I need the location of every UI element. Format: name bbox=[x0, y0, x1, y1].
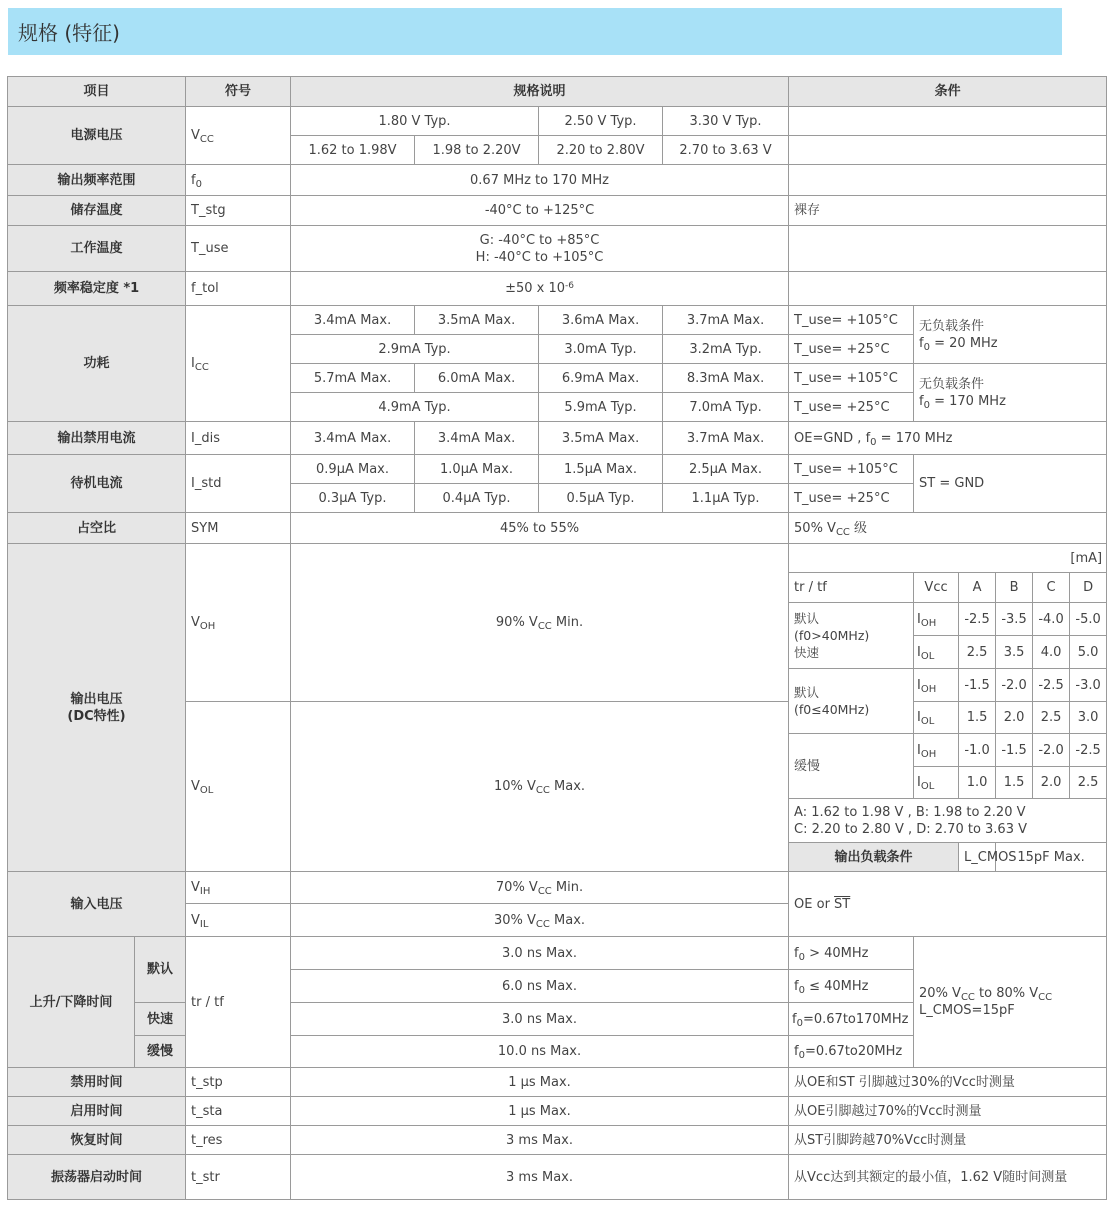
operating-spec-g: G: -40°C to +85°C bbox=[479, 232, 600, 248]
vol-spec: 10% $V_{CC}$ Max. bbox=[291, 702, 789, 872]
rise-v1: 3.0 ns Max. bbox=[291, 937, 789, 970]
disable-b: 3.4mA Max. bbox=[415, 422, 539, 455]
storage-spec: -40°C to +125°C bbox=[291, 196, 789, 226]
g1-ioh-c: -4.0 bbox=[1033, 603, 1070, 636]
g2-ioh-a: -1.5 bbox=[959, 669, 996, 702]
standby-r1-d: 2.5µA Max. bbox=[663, 455, 789, 484]
power-r4-d: 7.0mA Typ. bbox=[663, 393, 789, 422]
rise-v4: 10.0 ns Max. bbox=[291, 1036, 789, 1068]
g3-iol-a: 1.0 bbox=[959, 767, 996, 799]
rise-v3: 3.0 ns Max. bbox=[291, 1003, 789, 1036]
row-label-supply: 电源电压 bbox=[8, 107, 186, 165]
g1-ioh-b: -3.5 bbox=[996, 603, 1033, 636]
symbol-trtf: tr / tf bbox=[186, 937, 291, 1068]
row-label-power: 功耗 bbox=[8, 306, 186, 422]
g3-ioh-d: -2.5 bbox=[1070, 734, 1107, 767]
table-row bbox=[8, 513, 1107, 544]
supply-range-b: 1.98 to 2.20V bbox=[415, 136, 539, 165]
g1-iol-c: 4.0 bbox=[1033, 636, 1070, 669]
g1-iol-b: 3.5 bbox=[996, 636, 1033, 669]
tsta-cond: 从OE引脚越过70%的Vcc时测量 bbox=[789, 1097, 1107, 1126]
standby-r1-a: 0.9µA Max. bbox=[291, 455, 415, 484]
row-label-dc: 输出电压 (DC特性) bbox=[8, 544, 186, 872]
tstr-spec: 3 ms Max. bbox=[291, 1155, 789, 1200]
power-r2-c: 3.0mA Typ. bbox=[539, 335, 663, 364]
grid-head-c: C bbox=[1033, 573, 1070, 603]
g2-ioh-c: -2.5 bbox=[1033, 669, 1070, 702]
symbol-tstr: t_str bbox=[186, 1155, 291, 1200]
duty-spec: 45% to 55% bbox=[291, 513, 789, 544]
supply-range-c: 2.20 to 2.80V bbox=[539, 136, 663, 165]
symbol-lcmos: L_CMOS bbox=[959, 843, 996, 872]
power-r4-c: 5.9mA Typ. bbox=[539, 393, 663, 422]
table-row bbox=[8, 1097, 1107, 1126]
table-row bbox=[8, 107, 1107, 136]
g3-iol-c: 2.0 bbox=[1033, 767, 1070, 799]
symbol-ftol: f_tol bbox=[186, 272, 291, 306]
power-r3-d: 8.3mA Max. bbox=[663, 364, 789, 393]
table-header-row bbox=[8, 77, 1107, 107]
row-label-freq-range: 输出频率范围 bbox=[8, 165, 186, 196]
table-row bbox=[8, 1126, 1107, 1155]
tstp-cond: 从OE和ST 引脚越过30%的Vcc时测量 bbox=[789, 1068, 1107, 1097]
g3-ioh-b: -1.5 bbox=[996, 734, 1033, 767]
dc-unit: [mA] bbox=[789, 544, 1107, 573]
freq-range-spec: 0.67 MHz to 170 MHz bbox=[291, 165, 789, 196]
supply-typ-1: 1.80 V Typ. bbox=[291, 107, 539, 136]
input-cond: OE or $\overline{ST}$ bbox=[789, 872, 1107, 937]
symbol-tsta: t_sta bbox=[186, 1097, 291, 1126]
symbol-tstp: t_stp bbox=[186, 1068, 291, 1097]
section-header bbox=[8, 8, 1062, 55]
standby-cond: ST = GND bbox=[914, 455, 1107, 513]
grid-head-trtf: tr / tf bbox=[789, 573, 914, 603]
power-r2-ab: 2.9mA Typ. bbox=[291, 335, 539, 364]
power-r1-b: 3.5mA Max. bbox=[415, 306, 539, 335]
symbol-tuse: T_use bbox=[186, 226, 291, 272]
symbol-vih: $V_{IH}$ bbox=[186, 872, 291, 904]
power-r4-ab: 4.9mA Typ. bbox=[291, 393, 539, 422]
standby-r1-c: 1.5µA Max. bbox=[539, 455, 663, 484]
voh-spec: 90% $V_{CC}$ Min. bbox=[291, 544, 789, 702]
standby-r2-a: 0.3µA Typ. bbox=[291, 484, 415, 513]
g3-iol-b: 1.5 bbox=[996, 767, 1033, 799]
dc-note bbox=[789, 799, 1107, 843]
storage-cond: 裸存 bbox=[789, 196, 1107, 226]
power-cond-170mhz: 无负载条件 $f_0 = 170$ MHz bbox=[914, 364, 1107, 422]
col-header-symbol: 符号 bbox=[186, 77, 291, 107]
symbol-voh: $V_{OH}$ bbox=[186, 544, 291, 702]
power-temp-lo-2: T_use= +25°C bbox=[789, 393, 914, 422]
standby-r1-b: 1.0µA Max. bbox=[415, 455, 539, 484]
grid-head-b: B bbox=[996, 573, 1033, 603]
tsta-spec: 1 µs Max. bbox=[291, 1097, 789, 1126]
disable-a: 3.4mA Max. bbox=[291, 422, 415, 455]
g3-iol-d: 2.5 bbox=[1070, 767, 1107, 799]
power-temp-lo-1: T_use= +25°C bbox=[789, 335, 914, 364]
symbol-icc: $I_{CC}$ bbox=[186, 306, 291, 422]
mode-fast-label: 快速 bbox=[135, 1003, 186, 1036]
g1-iol-label: $I_{OL}$ bbox=[914, 636, 959, 669]
rise-c2: $f_0 \le 40MHz$ bbox=[789, 970, 914, 1003]
supply-cond bbox=[789, 107, 1107, 136]
power-r2-d: 3.2mA Typ. bbox=[663, 335, 789, 364]
disable-d: 3.7mA Max. bbox=[663, 422, 789, 455]
load-spec: 15pF Max. bbox=[996, 843, 1107, 872]
row-label-operating: 工作温度 bbox=[8, 226, 186, 272]
vih-spec: 70% $V_{CC}$ Min. bbox=[291, 872, 789, 904]
mode-slow: 缓慢 bbox=[789, 734, 914, 799]
row-label-storage: 储存温度 bbox=[8, 196, 186, 226]
row-label-tsta: 启用时间 bbox=[8, 1097, 186, 1126]
operating-spec-h: H: -40°C to +105°C bbox=[475, 249, 604, 265]
dc-note-2: C: 2.20 to 2.80 V , D: 2.70 to 3.63 V bbox=[794, 821, 1028, 837]
g2-iol-b: 2.0 bbox=[996, 702, 1033, 734]
table-row bbox=[8, 165, 1107, 196]
power-r3-c: 6.9mA Max. bbox=[539, 364, 663, 393]
table-row bbox=[8, 272, 1107, 306]
g2-iol-label: $I_{OL}$ bbox=[914, 702, 959, 734]
standby-temp-hi: T_use= +105°C bbox=[789, 455, 914, 484]
tstp-spec: 1 µs Max. bbox=[291, 1068, 789, 1097]
supply-range-d: 2.70 to 3.63 V bbox=[663, 136, 789, 165]
freq-tol-cond bbox=[789, 272, 1107, 306]
tres-spec: 3 ms Max. bbox=[291, 1126, 789, 1155]
col-header-item: 项目 bbox=[8, 77, 186, 107]
spec-table bbox=[7, 76, 1107, 1200]
table-row bbox=[8, 226, 1107, 272]
page-title: 规格 (特征) bbox=[18, 21, 120, 45]
vil-spec: 30% $V_{CC}$ Max. bbox=[291, 904, 789, 937]
row-label-disable-current: 输出禁用电流 bbox=[8, 422, 186, 455]
table-row bbox=[8, 1068, 1107, 1097]
mode-default-fast: 默认 (f0>40MHz) 快速 bbox=[789, 603, 914, 669]
standby-r2-d: 1.1µA Typ. bbox=[663, 484, 789, 513]
mode-slow-label: 缓慢 bbox=[135, 1036, 186, 1068]
power-r3-a: 5.7mA Max. bbox=[291, 364, 415, 393]
table-row bbox=[8, 306, 1107, 335]
supply-range-a: 1.62 to 1.98V bbox=[291, 136, 415, 165]
supply-typ-3: 3.30 V Typ. bbox=[663, 107, 789, 136]
table-row bbox=[8, 937, 1107, 970]
rise-c1: $f_0 > 40MHz$ bbox=[789, 937, 914, 970]
power-r1-d: 3.7mA Max. bbox=[663, 306, 789, 335]
row-label-duty: 占空比 bbox=[8, 513, 186, 544]
mode-default-label: 默认 bbox=[135, 937, 186, 1003]
grid-head-d: D bbox=[1070, 573, 1107, 603]
freq-range-cond bbox=[789, 165, 1107, 196]
mode-default-slow: 默认 (f0≤40MHz) bbox=[789, 669, 914, 734]
table-row bbox=[8, 1155, 1107, 1200]
g3-ioh-a: -1.0 bbox=[959, 734, 996, 767]
dc-note-1: A: 1.62 to 1.98 V , B: 1.98 to 2.20 V bbox=[794, 804, 1026, 820]
operating-cond bbox=[789, 226, 1107, 272]
row-label-rise: 上升/下降时间 bbox=[8, 937, 135, 1068]
symbol-vol: $V_{OL}$ bbox=[186, 702, 291, 872]
table-row bbox=[8, 544, 1107, 573]
power-r1-c: 3.6mA Max. bbox=[539, 306, 663, 335]
symbol-tres: t_res bbox=[186, 1126, 291, 1155]
g2-ioh-b: -2.0 bbox=[996, 669, 1033, 702]
supply-cond-2 bbox=[789, 136, 1107, 165]
g1-ioh-a: -2.5 bbox=[959, 603, 996, 636]
table-row bbox=[8, 455, 1107, 484]
g1-ioh-label: $I_{OH}$ bbox=[914, 603, 959, 636]
power-cond-20mhz: 无负载条件 $f_0 = 20$ MHz bbox=[914, 306, 1107, 364]
symbol-vcc: $V_{CC}$ bbox=[186, 107, 291, 165]
g2-iol-d: 3.0 bbox=[1070, 702, 1107, 734]
g1-iol-a: 2.5 bbox=[959, 636, 996, 669]
g2-ioh-d: -3.0 bbox=[1070, 669, 1107, 702]
disable-c: 3.5mA Max. bbox=[539, 422, 663, 455]
symbol-istd: I_std bbox=[186, 455, 291, 513]
row-label-freq-tol: 频率稳定度 *1 bbox=[8, 272, 186, 306]
standby-temp-lo: T_use= +25°C bbox=[789, 484, 914, 513]
symbol-vil: $V_{IL}$ bbox=[186, 904, 291, 937]
row-label-tstp: 禁用时间 bbox=[8, 1068, 186, 1097]
g2-iol-c: 2.5 bbox=[1033, 702, 1070, 734]
tstr-cond: 从Vcc达到其额定的最小值，1.62 V随时间测量 bbox=[789, 1155, 1107, 1200]
power-r1-a: 3.4mA Max. bbox=[291, 306, 415, 335]
row-label-load: 输出负载条件 bbox=[789, 843, 959, 872]
power-temp-hi-1: T_use= +105°C bbox=[789, 306, 914, 335]
g1-ioh-d: -5.0 bbox=[1070, 603, 1107, 636]
row-label-input: 输入电压 bbox=[8, 872, 186, 937]
symbol-f0: $f_0$ bbox=[186, 165, 291, 196]
row-label-standby: 待机电流 bbox=[8, 455, 186, 513]
col-header-cond: 条件 bbox=[789, 77, 1107, 107]
tres-cond: 从ST引脚跨越70%Vcc时测量 bbox=[789, 1126, 1107, 1155]
grid-head-vcc: Vcc bbox=[914, 573, 959, 603]
g1-iol-d: 5.0 bbox=[1070, 636, 1107, 669]
power-r3-b: 6.0mA Max. bbox=[415, 364, 539, 393]
g3-ioh-label: $I_{OH}$ bbox=[914, 734, 959, 767]
symbol-tstg: T_stg bbox=[186, 196, 291, 226]
table-row bbox=[8, 422, 1107, 455]
grid-head-a: A bbox=[959, 573, 996, 603]
row-label-tstr: 振荡器启动时间 bbox=[8, 1155, 186, 1200]
symbol-sym: SYM bbox=[186, 513, 291, 544]
disable-cond: OE=GND , $f_0 = 170$ MHz bbox=[789, 422, 1107, 455]
g2-ioh-label: $I_{OH}$ bbox=[914, 669, 959, 702]
g3-iol-label: $I_{OL}$ bbox=[914, 767, 959, 799]
power-temp-hi-2: T_use= +105°C bbox=[789, 364, 914, 393]
rise-cond: 20% $V_{CC}$ to 80% $V_{CC}$ L_CMOS=15pF bbox=[914, 937, 1107, 1068]
rise-c3: $f_0=0.67to170MHz$ bbox=[789, 1003, 914, 1036]
g2-iol-a: 1.5 bbox=[959, 702, 996, 734]
table-row bbox=[8, 196, 1107, 226]
g3-ioh-c: -2.0 bbox=[1033, 734, 1070, 767]
symbol-idis: I_dis bbox=[186, 422, 291, 455]
operating-spec bbox=[291, 226, 789, 272]
col-header-spec: 规格说明 bbox=[291, 77, 789, 107]
duty-cond: 50% $V_{CC}$ 级 bbox=[789, 513, 1107, 544]
supply-typ-2: 2.50 V Typ. bbox=[539, 107, 663, 136]
rise-c4: $f_0=0.67to20MHz$ bbox=[789, 1036, 914, 1068]
rise-v2: 6.0 ns Max. bbox=[291, 970, 789, 1003]
standby-r2-c: 0.5µA Typ. bbox=[539, 484, 663, 513]
freq-tol-spec: ±50 x $10^{-6}$ bbox=[291, 272, 789, 306]
row-label-tres: 恢复时间 bbox=[8, 1126, 186, 1155]
table-row bbox=[8, 872, 1107, 904]
standby-r2-b: 0.4µA Typ. bbox=[415, 484, 539, 513]
